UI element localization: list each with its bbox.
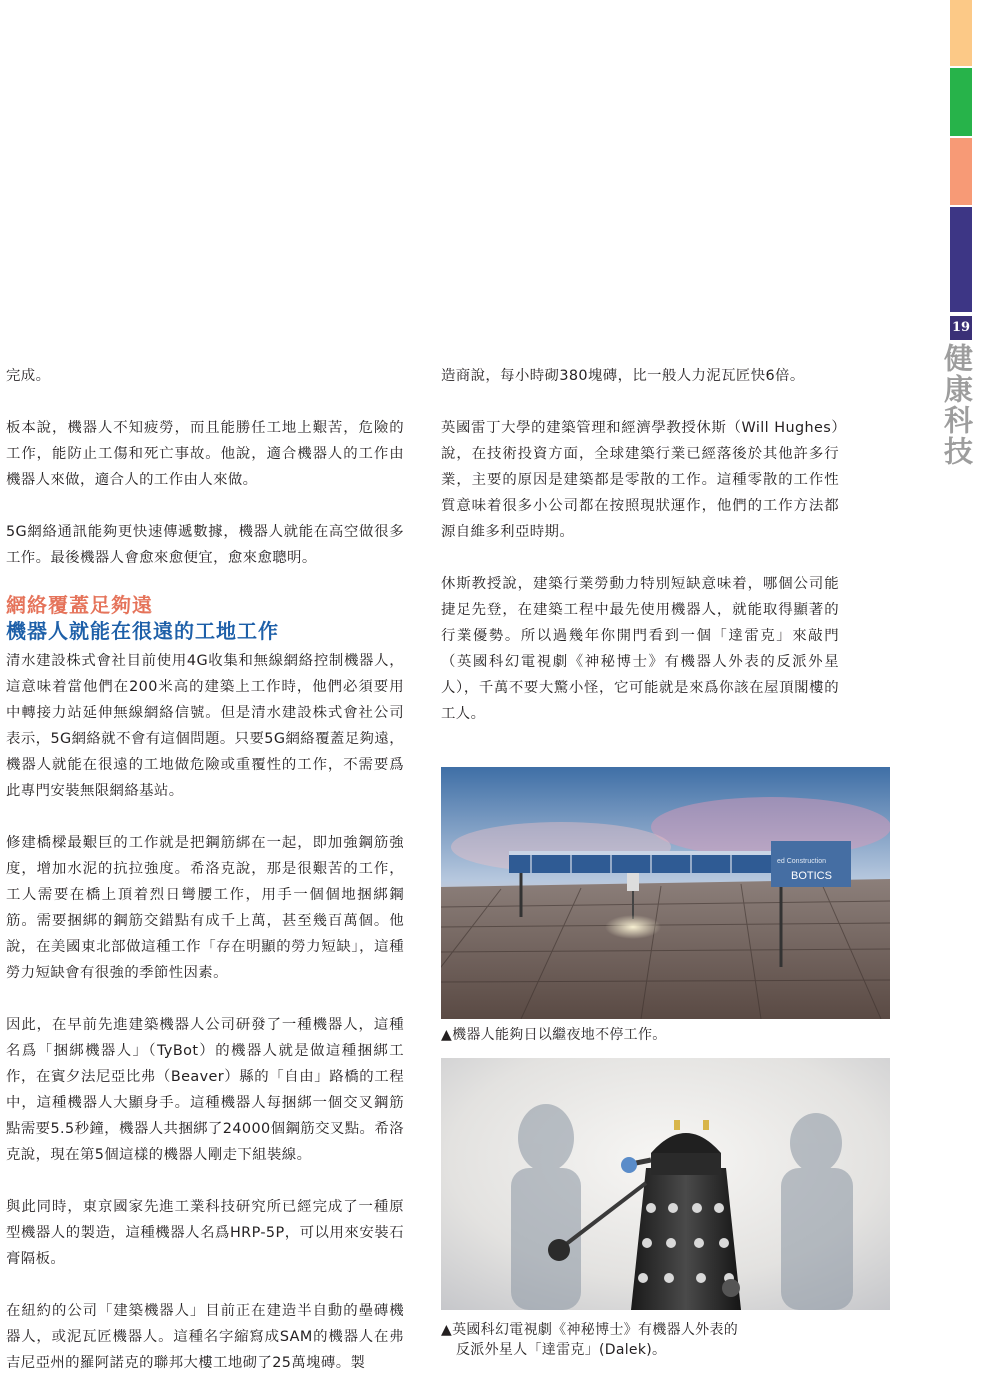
dalek-photo	[441, 1058, 890, 1310]
paragraph: 休斯教授說，建築行業勞動力特別短缺意味着，哪個公司能捷足先登，在建築工程中最先使用機器人，就能取得顯著的行業優勢。所以過幾年你開門看到一個「達雷克」來敲門（英國科幻電視劇《神秘博士》有機器人外表的反派外星人），千萬不要大驚小怪，它可能就是來爲你該在屋頂閣樓的工人。	[441, 576, 839, 722]
right-column	[441, 363, 839, 727]
section-title: 健康科技	[940, 343, 974, 467]
robotics-sign-line1: ed Construction	[777, 858, 827, 865]
section-heading-line1: 網絡覆蓋足夠遠	[6, 593, 153, 617]
paragraph: 英國雷丁大學的建築管理和經濟學教授休斯（Will Hughes）說，在技術投資方面，全球建築行業已經落後於其他許多行業，主要的原因是建築都是零散的工作。這種零散的工作性質意味着很多小公司都在按照現狀運作，他們的工作方法都源自維多利亞時期。	[441, 420, 839, 540]
photo1-caption: ▲機器人能夠日以繼夜地不停工作。	[441, 1027, 667, 1043]
photo2-caption-line2: 反派外星人「達雷克」(Dalek)。	[456, 1342, 667, 1358]
paragraph: 造商說，每小時砌380塊磚，比一般人力泥瓦匠快6倍。	[441, 368, 805, 384]
construction-robot-photo	[441, 767, 890, 1019]
section-heading-line2: 機器人就能在很遠的工地工作	[6, 619, 279, 643]
sidebar-color-bar-4	[950, 207, 972, 312]
paragraph: 板本說，機器人不知疲勞，而且能勝任工地上艱苦，危險的工作，能防止工傷和死亡事故。他說，適合機器人的工作由機器人來做，適合人的工作由人來做。	[6, 420, 404, 488]
left-column	[6, 363, 404, 571]
sidebar-color-bar-2	[950, 68, 972, 136]
paragraph: 因此，在早前先進建築機器人公司研發了一種機器人，這種名爲「捆綁機器人」（TyBot）的機器人就是做這種捆綁工作，在賓夕法尼亞比弗（Beaver）縣的「自由」路橋的工程中，這種機器人大顯身手。這種機器人每捆綁一個交叉鋼筋點需要5.5秒鐘，機器人共捆綁了24000個鋼筋交叉點。希洛克說，現在第5個這樣的機器人剛走下組裝線。	[6, 1017, 404, 1163]
photo2-caption	[441, 1320, 738, 1360]
paragraph: 完成。	[6, 368, 51, 384]
photo2-caption-line1: ▲英國科幻電視劇《神秘博士》有機器人外表的	[441, 1322, 739, 1338]
paragraph: 修建橋樑最艱巨的工作就是把鋼筋綁在一起，即加強鋼筋強度，增加水泥的抗拉強度。希洛克說，那是很艱苦的工作，工人需要在橋上頂着烈日彎腰工作，用手一個個地捆綁鋼筋。需要捆綁的鋼筋交錯點有成千上萬，甚至幾百萬個。他說，在美國東北部做這種工作「存在明顯的勞力短缺」，這種勞力短缺會有很強的季節性因素。	[6, 835, 404, 981]
left-column-continued	[6, 648, 404, 1376]
sidebar-color-bar-1	[950, 0, 972, 66]
page-number: 19	[950, 316, 972, 340]
paragraph: 與此同時，東京國家先進工業科技研究所已經完成了一種原型機器人的製造，這種機器人名爲HRP-5P，可以用來安裝石膏隔板。	[6, 1199, 404, 1267]
paragraph: 在紐約的公司「建築機器人」目前正在建造半自動的壘磚機器人，或泥瓦匠機器人。這種名字縮寫成SAM的機器人在弗吉尼亞州的羅阿諾克的聯邦大樓工地砌了25萬塊磚。製	[6, 1303, 404, 1371]
paragraph: 5G網絡通訊能夠更快速傳遞數據，機器人就能在高空做很多工作。最後機器人會愈來愈便宜，愈來愈聰明。	[6, 524, 404, 566]
robotics-sign-line2: BOTICS	[791, 870, 832, 882]
sidebar-color-bar-3	[950, 138, 972, 205]
paragraph: 清水建設株式會社目前使用4G收集和無線網絡控制機器人，這意味着當他們在200米高的建築上工作時，他們必須要用中轉接力站延伸無線網絡信號。但是清水建設株式會社公司表示，5G網絡就不會有這個問題。只要5G網絡覆蓋足夠遠，機器人就能在很遠的工地做危險或重覆性的工作，不需要爲此專門安裝無限網絡基站。	[6, 653, 404, 799]
